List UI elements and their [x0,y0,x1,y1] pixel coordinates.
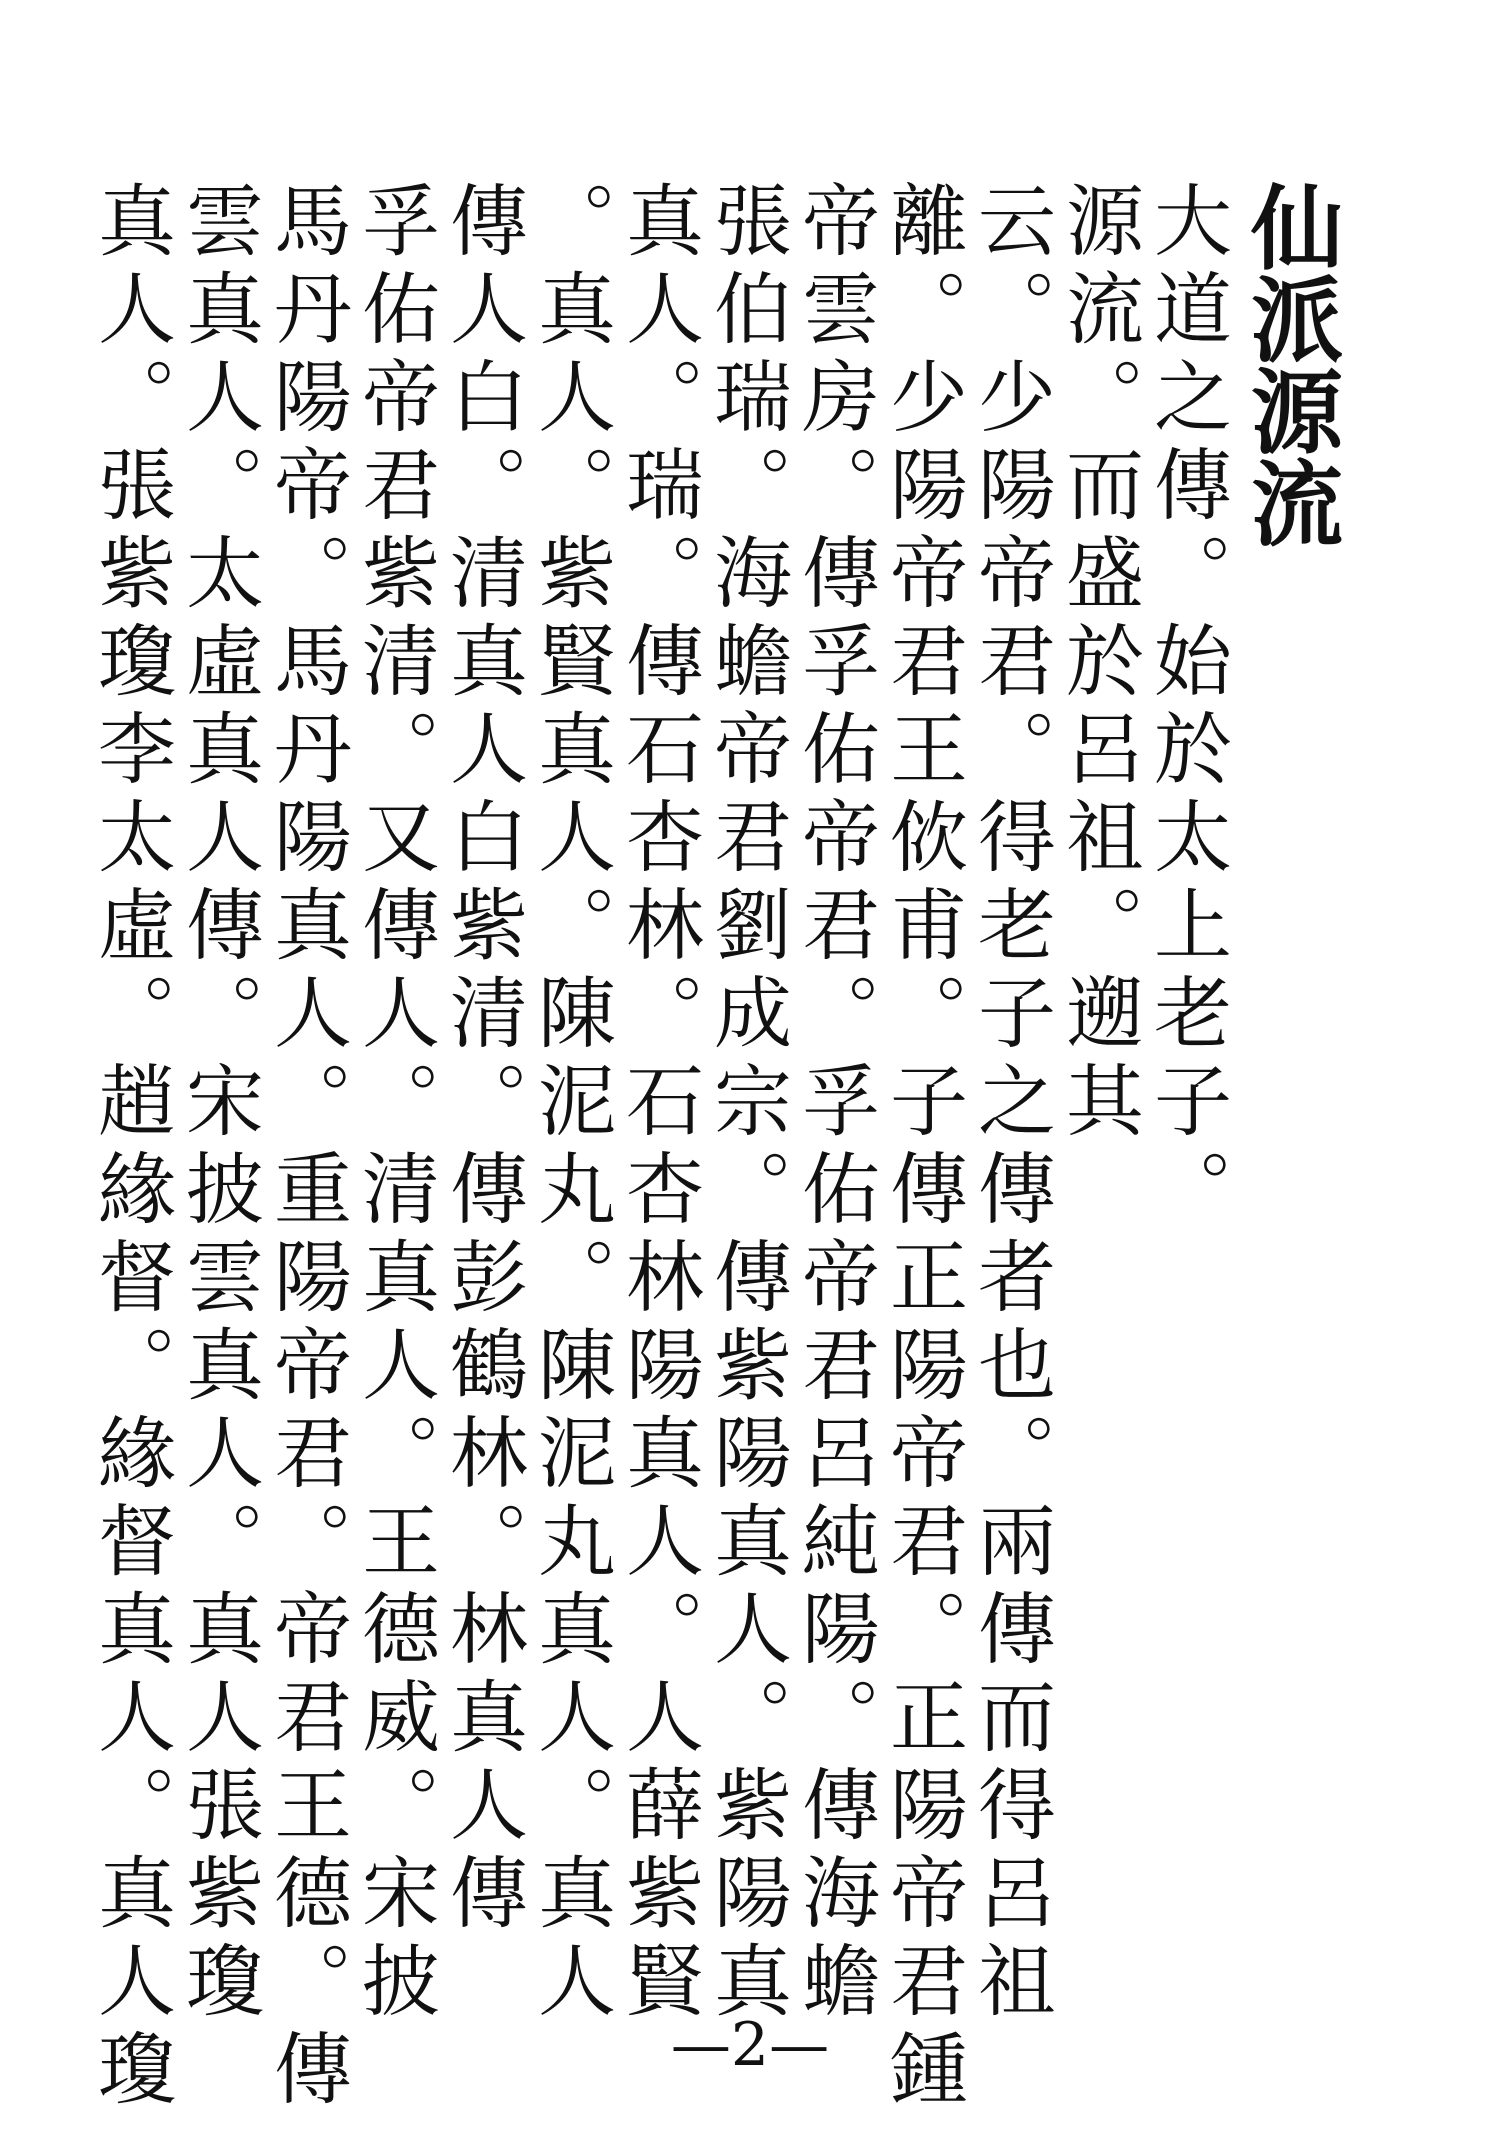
text-column: 馬丹陽帝。馬丹陽真人。重陽帝君。帝君王德。傳 [261,180,351,2116]
text-column: 離。少陽帝君王佽甫。子傳正陽帝君。正陽帝君鍾 [877,180,967,2116]
text-column: 傳人白。清真人白紫清。傳彭鶴林。林真人傳 [437,180,527,1940]
text-column: 大道之傳。始於太上老子。 [1141,180,1231,1236]
body-text [85,180,1231,2116]
page-number: —2— [670,2010,830,2080]
text-column: 雲真人。太虛真人傳。宋披雲真人。真人張紫瓊 [173,180,263,2028]
text-column: 云。少陽帝君。得老子之傳者也。兩傳而得呂祖 [965,180,1055,2028]
text-column: 孚佑帝君紫清。又傳人。清真人。王德威。宋披 [349,180,439,2028]
text-column: 真人。瑞。傳石杏林。石杏林陽真人。人薛紫賢 [613,180,703,2028]
text-column: 源流。而盛於呂祖。遡其 [1053,180,1143,1148]
page-title: 仙派源流 [1236,180,1344,548]
text-column: 。真人。紫賢真人。陳泥丸。陳泥丸真人。真人 [525,180,615,2028]
text-column: 張伯瑞。海蟾帝君劉成宗。傳紫陽真人。紫陽真 [701,180,791,2028]
text-column: 帝雲房。傳孚佑帝君。孚佑帝君呂純陽。傳海蟾 [789,180,879,2028]
text-column: 真人。張紫瓊李太虛。趙緣督。緣督真人。真人瓊 [85,180,175,2116]
